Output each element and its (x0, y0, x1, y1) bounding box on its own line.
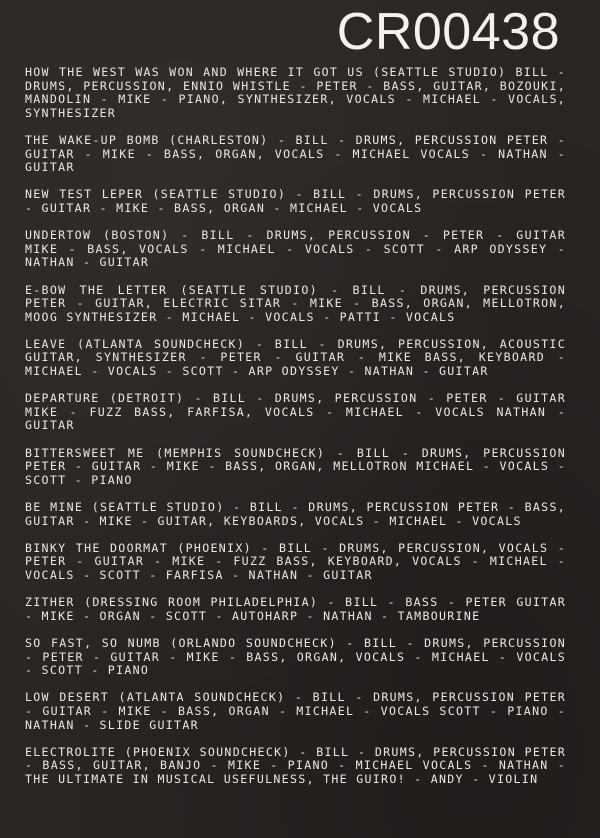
track-credit: DEPARTURE (DETROIT) - BILL - DRUMS, PERCUSSION - PETER - GUITAR MIKE - FUZZ BASS, FARFISA, VOCALS - MICHAEL - VOCALS NATHAN - GUITAR (25, 391, 566, 433)
track-credit: ELECTROLITE (PHOENIX SOUNDCHECK) - BILL - DRUMS, PERCUSSION PETER - BASS, GUITAR, BANJO - MIKE - PIANO - MICHAEL VOCALS - NATHAN - THE ULTIMATE IN MUSICAL USEFULNESS, THE GUIRO! - ANDY - VIOLIN (25, 744, 566, 786)
track-credit: BINKY THE DOORMAT (PHOENIX) - BILL - DRUMS, PERCUSSION, VOCALS - PETER - GUITAR - MIKE - FUZZ BASS, KEYBOARD, VOCALS - MICHAEL - VOCALS - SCOTT - FARFISA - NATHAN - GUITAR (25, 540, 566, 582)
track-credit: LOW DESERT (ATLANTA SOUNDCHECK) - BILL - DRUMS, PERCUSSION PETER - GUITAR - MIKE - BASS, ORGAN - MICHAEL - VOCALS SCOTT - PIANO - NATHAN - SLIDE GUITAR (25, 690, 566, 732)
catalog-number: CR00438 (336, 3, 560, 61)
track-credit: E-BOW THE LETTER (SEATTLE STUDIO) - BILL - DRUMS, PERCUSSION PETER - GUITAR, ELECTRIC SITAR - MIKE - BASS, ORGAN, MELLOTRON, MOOG SYNTHESIZER - MICHAEL - VOCALS - PATTI - VOCALS (25, 282, 566, 324)
track-credit: BITTERSWEET ME (MEMPHIS SOUNDCHECK) - BILL - DRUMS, PERCUSSION PETER - GUITAR - MIKE - BASS, ORGAN, MELLOTRON MICHAEL - VOCALS - SCOTT - PIANO (25, 445, 566, 487)
track-credit: LEAVE (ATLANTA SOUNDCHECK) - BILL - DRUMS, PERCUSSION, ACOUSTIC GUITAR, SYNTHESIZER - PETER - GUITAR - MIKE BASS, KEYBOARD - MICHAEL - VOCALS - SCOTT - ARP ODYSSEY - NATHAN - GUITAR (25, 336, 566, 379)
track-credit: HOW THE WEST WAS WON AND WHERE IT GOT US (SEATTLE STUDIO) BILL - DRUMS, PERCUSSION, ENNIO WHISTLE - PETER - BASS, GUITAR, BOZOUKI, MANDOLIN - MIKE - PIANO, SYNTHESIZER, VOCALS - MICHAEL - VOCALS, SYNTHESIZER (25, 65, 566, 120)
track-credit: THE WAKE-UP BOMB (CHARLESTON) - BILL - DRUMS, PERCUSSION PETER - GUITAR - MIKE - BASS, ORGAN, VOCALS - MICHAEL VOCALS - NATHAN - GUITAR (25, 132, 566, 175)
track-credit: ZITHER (DRESSING ROOM PHILADELPHIA) - BILL - BASS - PETER GUITAR - MIKE - ORGAN - SCOTT - AUTOHARP - NATHAN - TAMBOURINE (25, 595, 566, 623)
track-credit: SO FAST, SO NUMB (ORLANDO SOUNDCHECK) - BILL - DRUMS, PERCUSSION - PETER - GUITAR - MIKE - BASS, ORGAN, VOCALS - MICHAEL - VOCALS - SCOTT - PIANO (25, 635, 566, 678)
track-credit: UNDERTOW (BOSTON) - BILL - DRUMS, PERCUSSION - PETER - GUITAR MIKE - BASS, VOCALS - MICHAEL - VOCALS - SCOTT - ARP ODYSSEY - NATHAN - GUITAR (25, 228, 566, 270)
track-credits-list (25, 66, 566, 800)
track-credit: BE MINE (SEATTLE STUDIO) - BILL - DRUMS, PERCUSSION PETER - BASS, GUITAR - MIKE - GUITAR, KEYBOARDS, VOCALS - MICHAEL - VOCALS (25, 500, 566, 528)
track-credit: NEW TEST LEPER (SEATTLE STUDIO) - BILL - DRUMS, PERCUSSION PETER - GUITAR - MIKE - BASS, ORGAN - MICHAEL - VOCALS (25, 187, 566, 215)
